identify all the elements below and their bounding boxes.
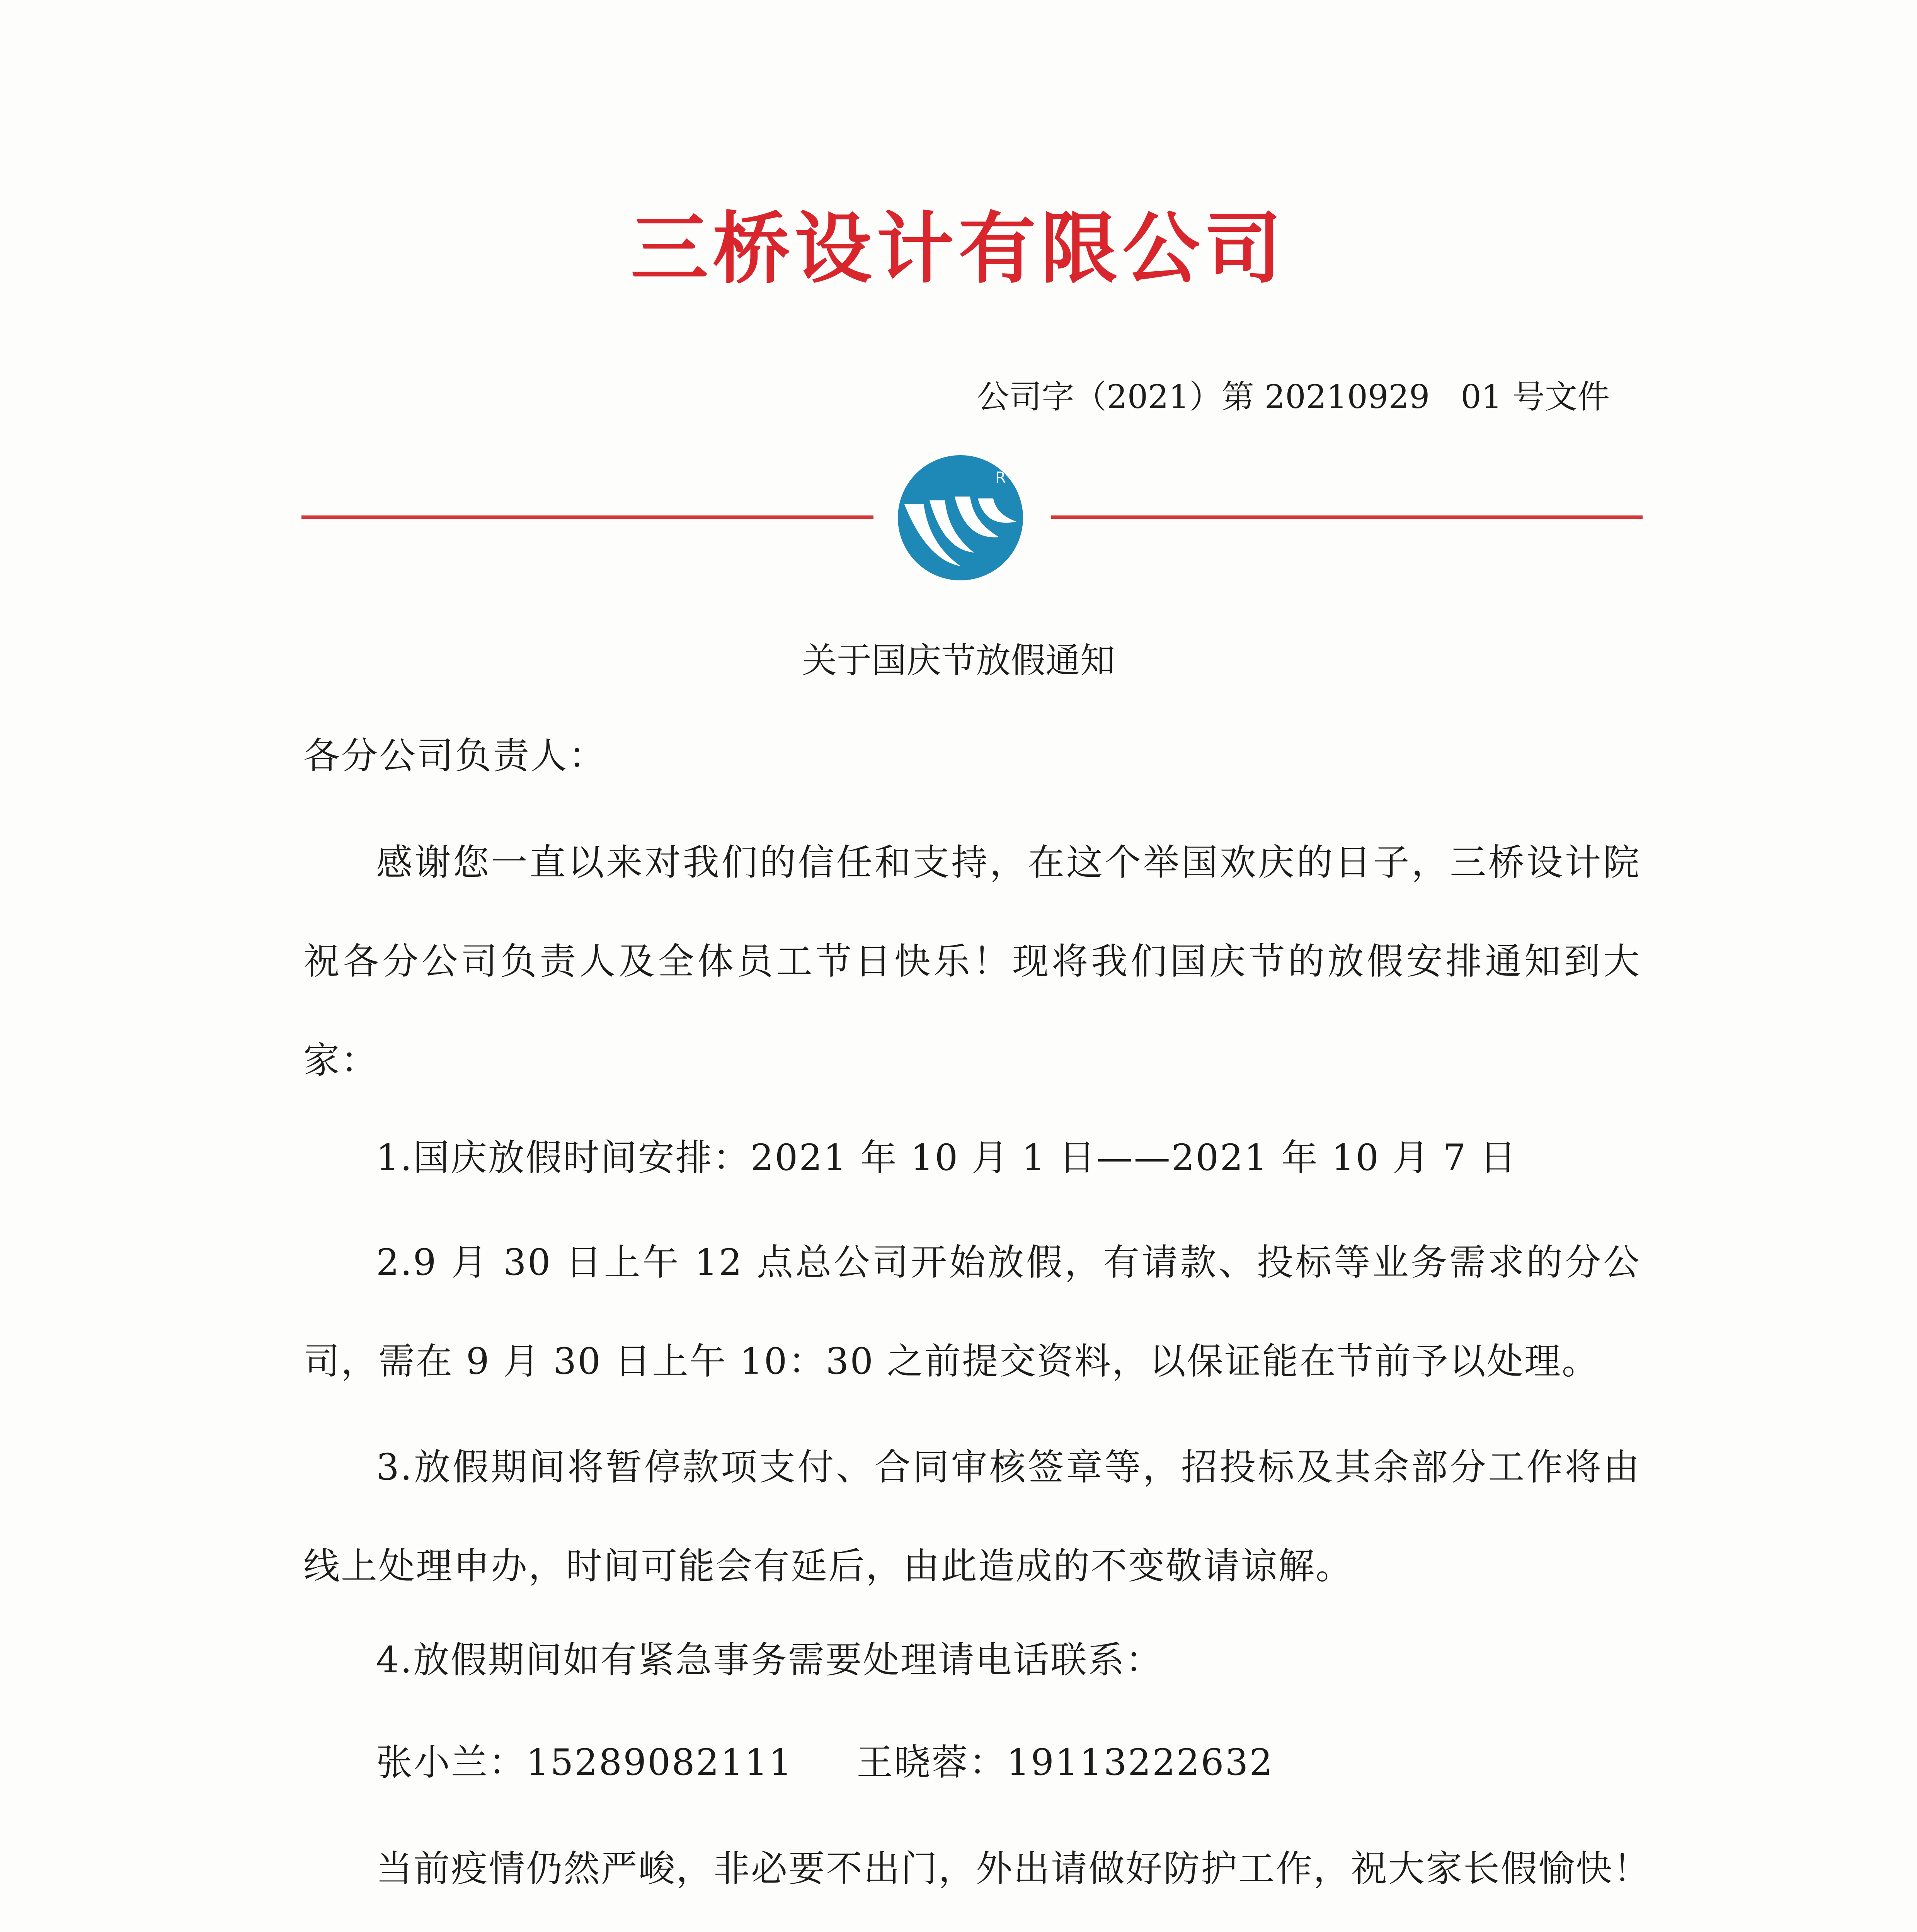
closing-remark: 当前疫情仍然严峻，非必要不出门，外出请做好防护工作，祝大家长假愉快！ [376, 1848, 1651, 1890]
item-emergency-contact: 4.放假期间如有紧急事务需要处理请电话联系： [376, 1639, 1163, 1681]
item-holiday-dates: 1.国庆放假时间安排：2021 年 10 月 1 日——2021 年 10 月 7 日 [376, 1137, 1517, 1179]
header-divider-left [301, 515, 873, 519]
company-logo-icon [897, 454, 1024, 582]
salutation: 各分公司负责人： [303, 735, 607, 777]
company-title: 三桥设计有限公司 [630, 204, 1286, 294]
item-submission-deadline: 2.9 月 30 日上午 12 点总公司开始放假，有请款、投标等业务需求的分公司，需在 9 月 30 日上午 10：30 之前提交资料，以保证能在节前予以处理。 [303, 1242, 1641, 1383]
item-suspended-work: 3.放假期间将暂停款项支付、合同审核签章等，招投标及其余部分工作将由线上处理申办，时间可能会有延后，由此造成的不变敬请谅解。 [303, 1446, 1641, 1587]
svg-text:R: R [995, 469, 1006, 487]
document-number: 公司字（2021）第 20210929 01 号文件 [977, 378, 1610, 416]
header-divider-right [1051, 515, 1643, 519]
notice-subject: 关于国庆节放假通知 [802, 640, 1115, 681]
intro-paragraph: 感谢您一直以来对我们的信任和支持，在这个举国欢庆的日子，三桥设计院祝各分公司负责人及全体员工节日快乐！现将我们国庆节的放假安排通知到大家： [303, 842, 1641, 1082]
contact-phone-numbers: 张小兰：15289082111 王晓蓉：19113222632 [376, 1742, 1274, 1784]
